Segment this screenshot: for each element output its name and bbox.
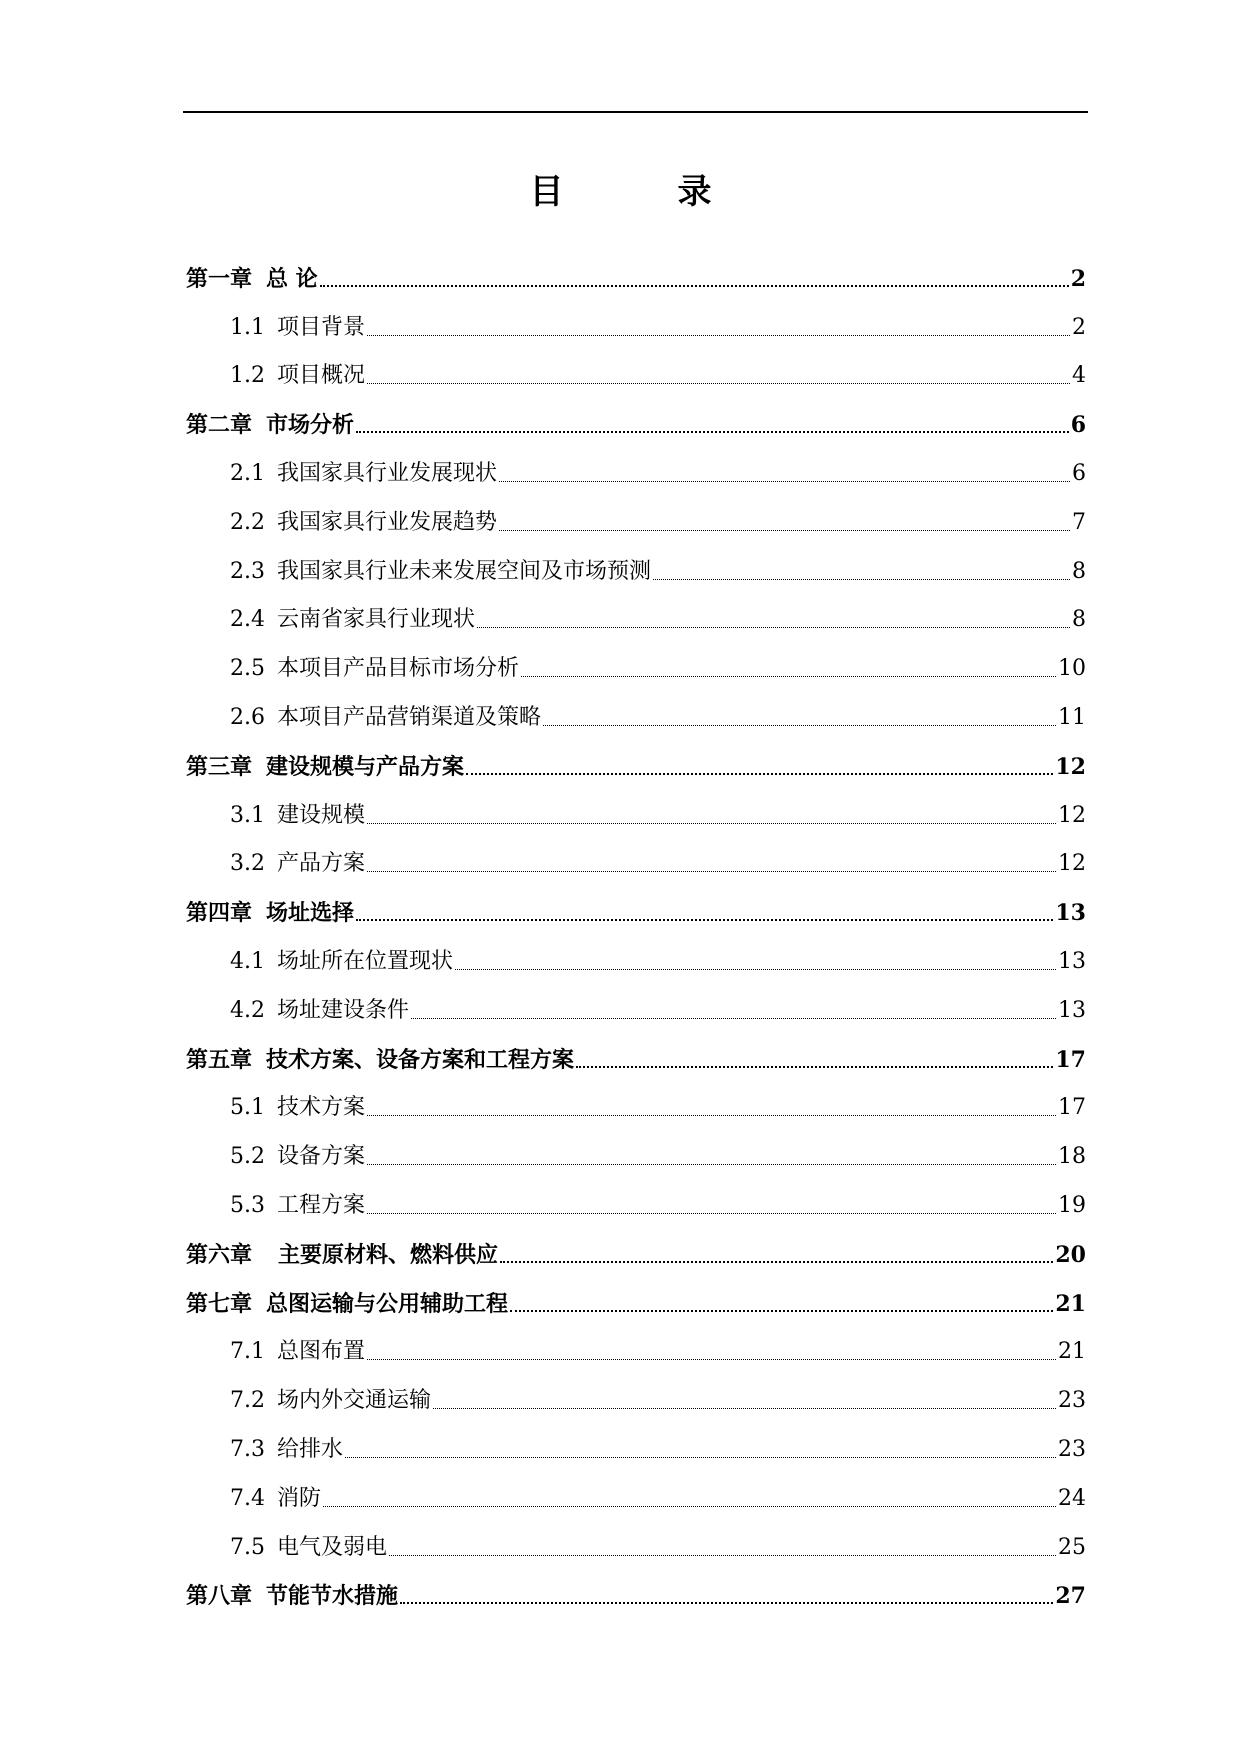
dot-leader bbox=[521, 676, 1056, 677]
toc-page-number: 27 bbox=[1055, 1583, 1086, 1610]
header-rule bbox=[183, 111, 1088, 113]
toc-chapter-entry[interactable] bbox=[186, 1270, 1086, 1319]
toc-section-entry[interactable] bbox=[186, 1172, 1086, 1221]
dot-leader bbox=[433, 1408, 1056, 1409]
toc-entry-number: 第五章 bbox=[186, 1046, 253, 1073]
toc-page-number: 18 bbox=[1058, 1144, 1086, 1170]
toc-section-entry[interactable] bbox=[186, 1075, 1086, 1124]
dot-leader bbox=[411, 1018, 1056, 1019]
toc-page-number: 20 bbox=[1055, 1241, 1086, 1268]
toc-page-number: 2 bbox=[1070, 265, 1086, 292]
toc-page-number: 25 bbox=[1058, 1534, 1086, 1560]
toc-section-entry[interactable] bbox=[186, 1123, 1086, 1172]
toc-entry-number: 第一章 bbox=[186, 265, 253, 292]
toc-page-number: 17 bbox=[1058, 1095, 1086, 1121]
toc-entry-number: 2.5 bbox=[230, 656, 265, 682]
toc-chapter-entry[interactable] bbox=[186, 391, 1086, 440]
toc-entry-number: 2.2 bbox=[230, 509, 265, 535]
toc-entry-number: 1.2 bbox=[230, 363, 265, 389]
dot-leader bbox=[500, 1261, 1053, 1263]
toc-section-entry[interactable] bbox=[186, 440, 1086, 489]
dot-leader bbox=[367, 383, 1070, 384]
toc-entry-number: 7.1 bbox=[230, 1339, 265, 1365]
toc-section-entry[interactable] bbox=[186, 587, 1086, 636]
toc-page-number: 10 bbox=[1058, 656, 1086, 682]
toc-page-number: 23 bbox=[1058, 1436, 1086, 1462]
toc-entry-number: 第七章 bbox=[186, 1290, 253, 1317]
toc-entry-title: 技术方案、设备方案和工程方案 bbox=[266, 1046, 575, 1073]
toc-entry-title: 总图运输与公用辅助工程 bbox=[266, 1290, 509, 1317]
toc-entry-number: 7.5 bbox=[230, 1534, 265, 1560]
toc-entry-title: 市场分析 bbox=[266, 412, 355, 439]
toc-entry-number: 5.2 bbox=[230, 1144, 265, 1170]
toc-entry-number: 5.3 bbox=[230, 1192, 265, 1218]
dot-leader bbox=[320, 285, 1069, 287]
toc-entry-number: 第二章 bbox=[186, 412, 253, 439]
toc-page-number: 12 bbox=[1058, 802, 1086, 828]
dot-leader bbox=[400, 1602, 1053, 1604]
page-title: 目 录 bbox=[529, 172, 752, 212]
toc-entry-title: 产品方案 bbox=[277, 851, 366, 877]
dot-leader bbox=[367, 823, 1056, 824]
toc-entry-title: 消防 bbox=[277, 1485, 322, 1511]
dot-leader bbox=[356, 431, 1069, 433]
dot-leader bbox=[477, 627, 1070, 628]
toc-entry-number: 第四章 bbox=[186, 900, 253, 927]
dot-leader bbox=[389, 1555, 1056, 1556]
toc-entry-number: 3.1 bbox=[230, 802, 265, 828]
toc-entry-title: 主要原材料、燃料供应 bbox=[278, 1241, 499, 1268]
toc-section-entry[interactable] bbox=[186, 635, 1086, 684]
toc-section-entry[interactable] bbox=[186, 782, 1086, 831]
toc-section-entry[interactable] bbox=[186, 928, 1086, 977]
dot-leader bbox=[367, 1115, 1056, 1116]
toc-entry-title: 我国家具行业发展趋势 bbox=[277, 509, 498, 535]
toc-entry-title: 场内外交通运输 bbox=[277, 1388, 432, 1414]
toc-section-entry[interactable] bbox=[186, 1367, 1086, 1416]
toc-entry-title: 给排水 bbox=[277, 1436, 344, 1462]
table-of-contents bbox=[186, 245, 1086, 1611]
dot-leader bbox=[499, 530, 1070, 531]
toc-entry-number: 7.4 bbox=[230, 1485, 265, 1511]
toc-entry-number: 7.2 bbox=[230, 1388, 265, 1414]
toc-section-entry[interactable] bbox=[186, 977, 1086, 1026]
toc-entry-number: 第六章 bbox=[186, 1241, 253, 1268]
dot-leader bbox=[499, 481, 1070, 482]
toc-entry-title: 建设规模与产品方案 bbox=[266, 753, 465, 780]
toc-page-number: 21 bbox=[1058, 1339, 1086, 1365]
toc-entry-title: 我国家具行业发展现状 bbox=[277, 460, 498, 486]
toc-section-entry[interactable] bbox=[186, 831, 1086, 880]
toc-entry-number: 2.6 bbox=[230, 704, 265, 730]
toc-page-number: 4 bbox=[1072, 363, 1086, 389]
dot-leader bbox=[510, 1310, 1053, 1312]
toc-entry-title: 场址建设条件 bbox=[277, 997, 410, 1023]
toc-page-number: 13 bbox=[1058, 997, 1086, 1023]
toc-entry-number: 4.2 bbox=[230, 997, 265, 1023]
dot-leader bbox=[367, 1213, 1056, 1214]
toc-page-number: 23 bbox=[1058, 1388, 1086, 1414]
toc-page-number: 6 bbox=[1072, 460, 1086, 486]
toc-entry-title: 本项目产品营销渠道及策略 bbox=[277, 704, 542, 730]
toc-entry-number: 4.1 bbox=[230, 948, 265, 974]
toc-entry-title: 建设规模 bbox=[277, 802, 366, 828]
toc-entry-number: 2.1 bbox=[230, 460, 265, 486]
toc-page-number: 13 bbox=[1055, 900, 1086, 927]
toc-page-number: 19 bbox=[1058, 1192, 1086, 1218]
toc-page-number: 8 bbox=[1072, 558, 1086, 584]
toc-section-entry[interactable] bbox=[186, 343, 1086, 392]
dot-leader bbox=[543, 725, 1056, 726]
toc-entry-title: 设备方案 bbox=[277, 1144, 366, 1170]
toc-page-number: 6 bbox=[1070, 412, 1086, 439]
toc-section-entry[interactable] bbox=[186, 684, 1086, 733]
toc-page-number: 21 bbox=[1055, 1290, 1086, 1317]
dot-leader bbox=[466, 773, 1053, 775]
toc-section-entry[interactable] bbox=[186, 1465, 1086, 1514]
toc-section-entry[interactable] bbox=[186, 489, 1086, 538]
toc-chapter-entry[interactable] bbox=[186, 1026, 1086, 1075]
toc-chapter-entry[interactable] bbox=[186, 879, 1086, 928]
toc-page-number: 12 bbox=[1055, 753, 1086, 780]
dot-leader bbox=[345, 1457, 1056, 1458]
toc-page-number: 17 bbox=[1055, 1046, 1086, 1073]
toc-entry-number: 3.2 bbox=[230, 851, 265, 877]
toc-entry-title: 场址选择 bbox=[266, 900, 355, 927]
dot-leader bbox=[323, 1506, 1056, 1507]
toc-page-number: 24 bbox=[1058, 1485, 1086, 1511]
dot-leader bbox=[576, 1066, 1053, 1068]
toc-page-number: 7 bbox=[1072, 509, 1086, 535]
dot-leader bbox=[356, 919, 1053, 921]
dot-leader bbox=[367, 871, 1056, 872]
toc-entry-number: 第三章 bbox=[186, 753, 253, 780]
toc-entry-title: 节能节水措施 bbox=[266, 1583, 399, 1610]
toc-chapter-entry[interactable] bbox=[186, 733, 1086, 782]
toc-page-number: 13 bbox=[1058, 948, 1086, 974]
toc-entry-number: 5.1 bbox=[230, 1095, 265, 1121]
toc-entry-number: 2.3 bbox=[230, 558, 265, 584]
toc-entry-number: 1.1 bbox=[230, 314, 265, 340]
toc-section-entry[interactable] bbox=[186, 538, 1086, 587]
toc-entry-number: 第八章 bbox=[186, 1583, 253, 1610]
toc-entry-title: 电气及弱电 bbox=[277, 1534, 388, 1560]
toc-chapter-entry[interactable] bbox=[186, 245, 1086, 294]
toc-section-entry[interactable] bbox=[186, 1416, 1086, 1465]
dot-leader bbox=[367, 1359, 1056, 1360]
dot-leader bbox=[367, 1164, 1056, 1165]
toc-section-entry[interactable] bbox=[186, 294, 1086, 343]
toc-page-number: 12 bbox=[1058, 851, 1086, 877]
toc-entry-title: 总图布置 bbox=[277, 1339, 366, 1365]
toc-page-number: 8 bbox=[1072, 607, 1086, 633]
toc-entry-title: 技术方案 bbox=[277, 1095, 366, 1121]
toc-chapter-entry[interactable] bbox=[186, 1221, 1086, 1270]
toc-entry-number: 7.3 bbox=[230, 1436, 265, 1462]
toc-entry-title: 云南省家具行业现状 bbox=[277, 607, 476, 633]
toc-chapter-entry[interactable] bbox=[186, 1563, 1086, 1612]
toc-page-number: 11 bbox=[1058, 704, 1086, 730]
toc-entry-title: 总 论 bbox=[266, 265, 318, 292]
toc-entry-title: 工程方案 bbox=[277, 1192, 366, 1218]
toc-section-entry[interactable] bbox=[186, 1514, 1086, 1563]
toc-entry-title: 本项目产品目标市场分析 bbox=[277, 656, 520, 682]
toc-entry-title: 项目背景 bbox=[277, 314, 366, 340]
toc-entry-number: 2.4 bbox=[230, 607, 265, 633]
dot-leader bbox=[653, 579, 1070, 580]
dot-leader bbox=[367, 335, 1070, 336]
toc-page-number: 2 bbox=[1072, 314, 1086, 340]
toc-entry-title: 场址所在位置现状 bbox=[277, 948, 454, 974]
toc-entry-title: 我国家具行业未来发展空间及市场预测 bbox=[277, 558, 652, 584]
toc-section-entry[interactable] bbox=[186, 1319, 1086, 1368]
toc-entry-title: 项目概况 bbox=[277, 363, 366, 389]
dot-leader bbox=[455, 969, 1056, 970]
